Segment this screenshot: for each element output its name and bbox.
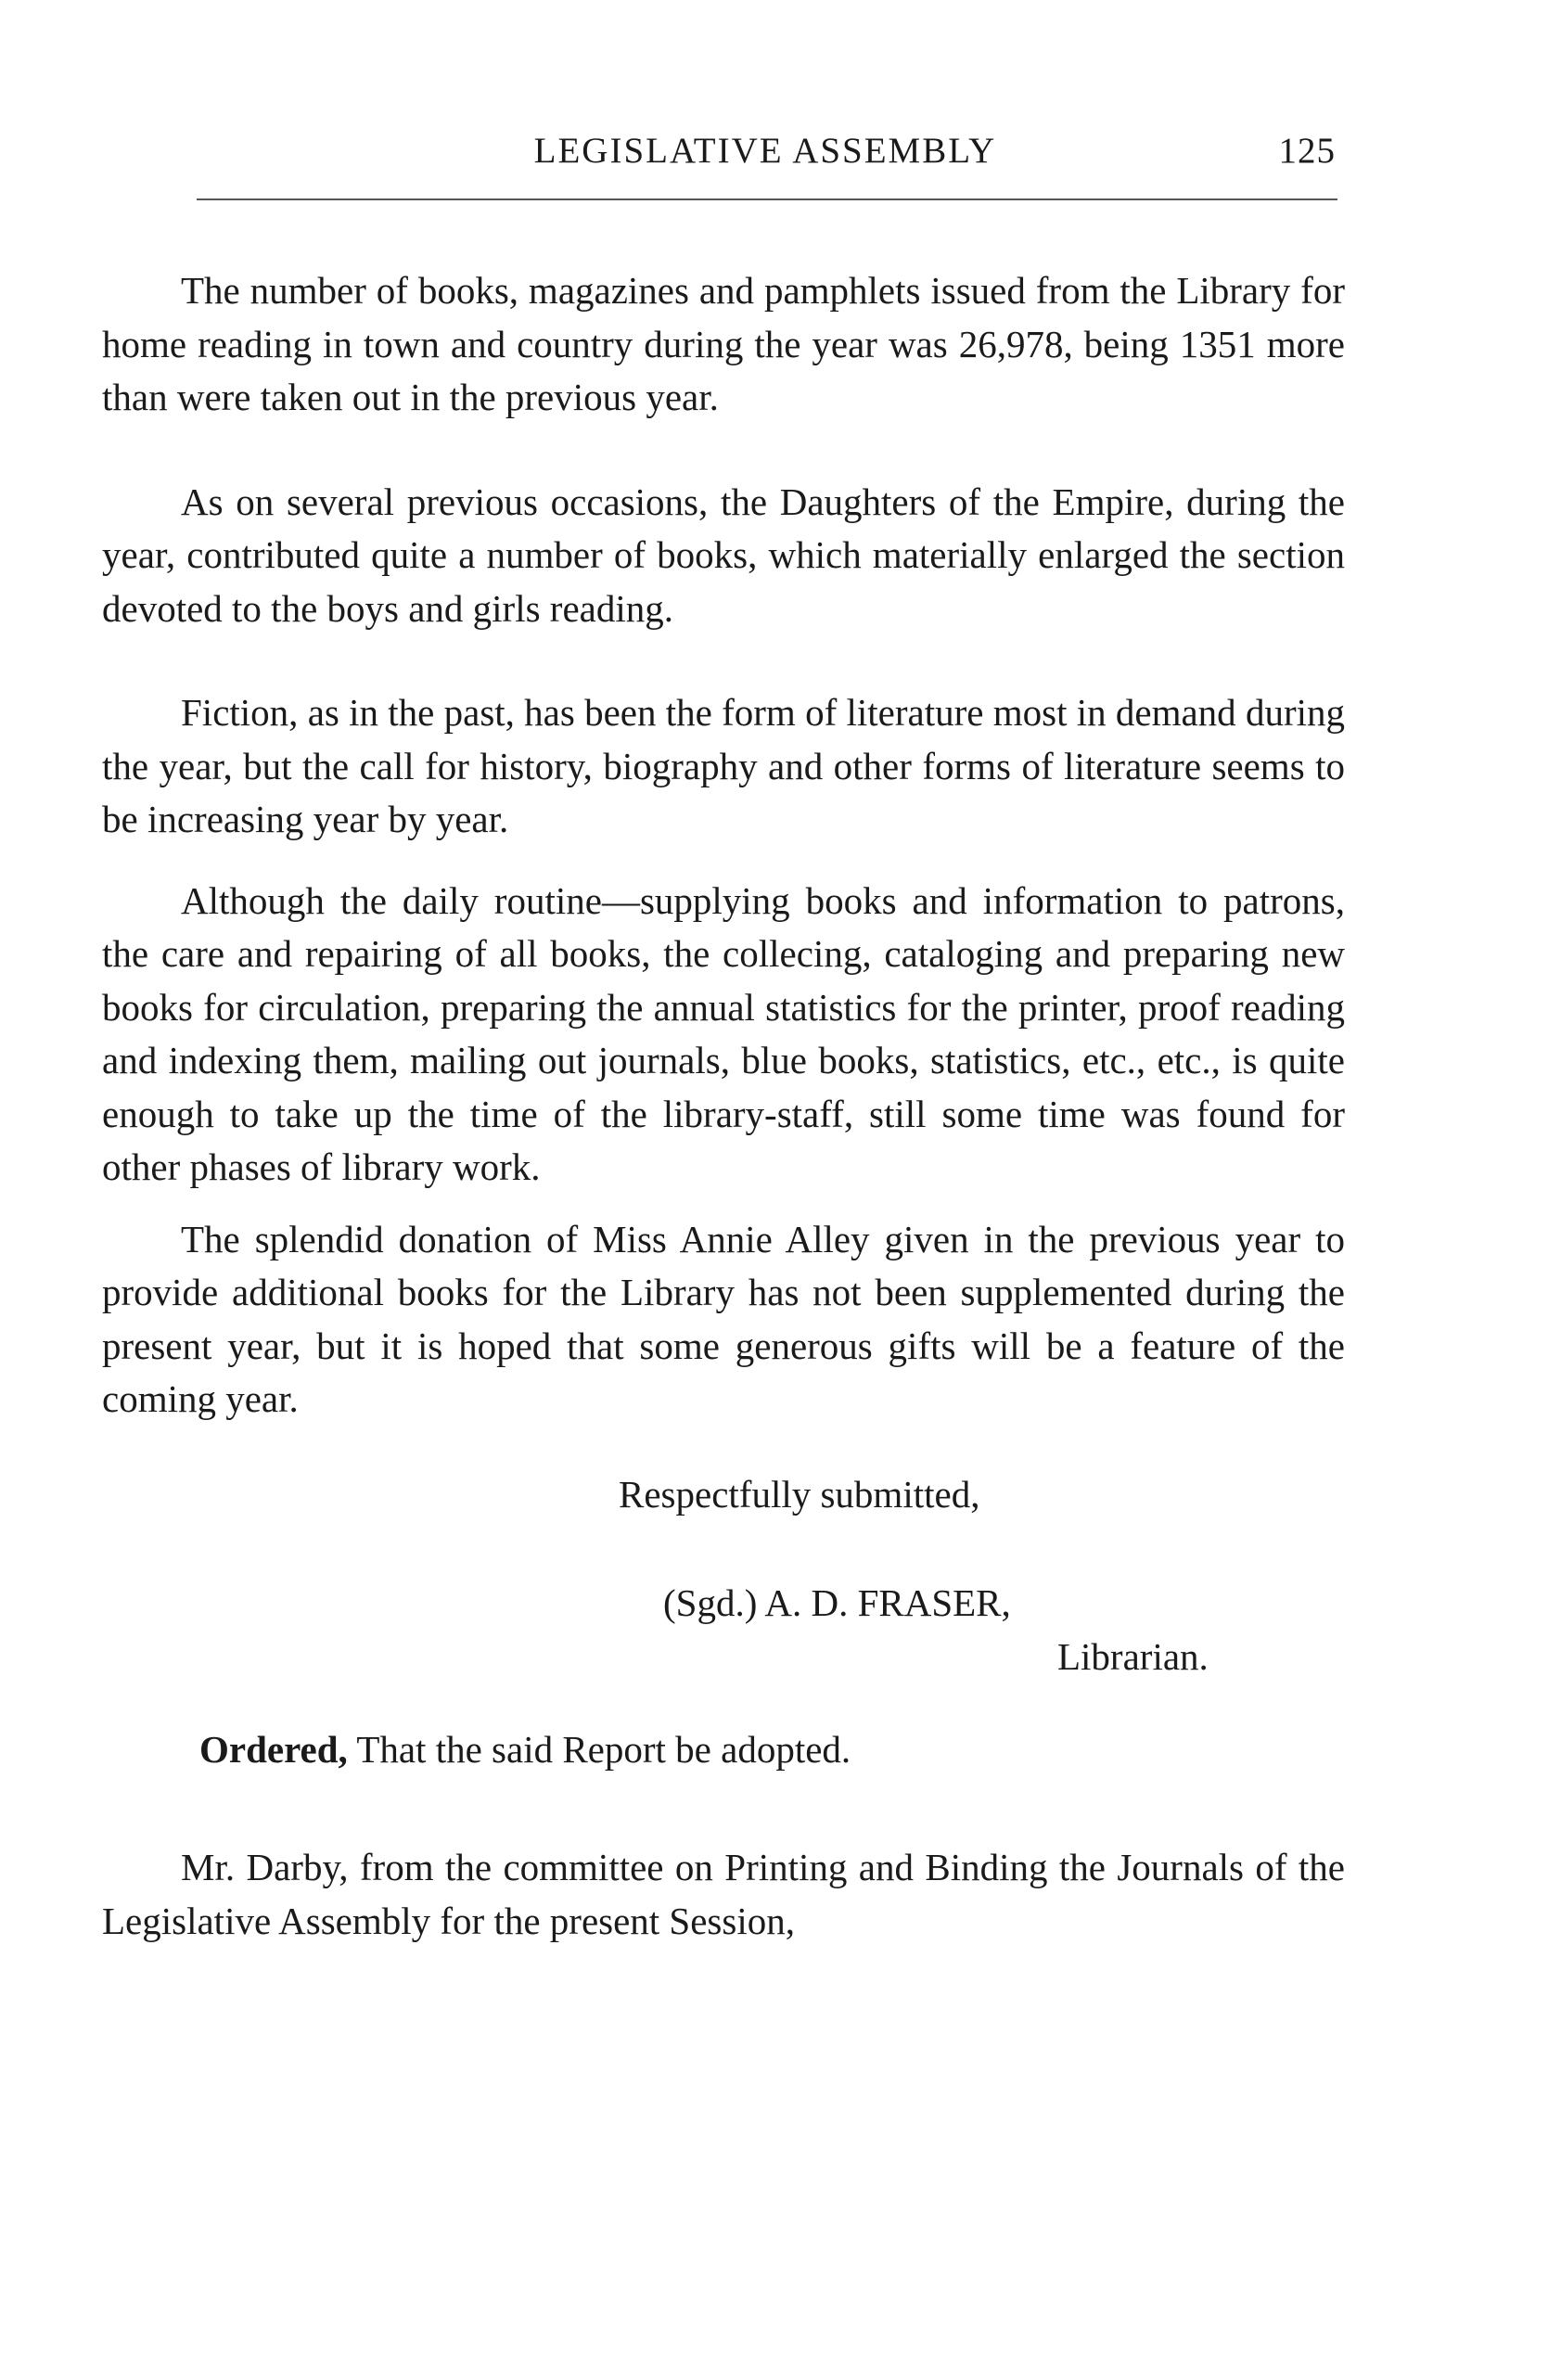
running-head: [195, 130, 1336, 186]
paragraph-circulation: The number of books, magazines and pamphlets issued from the Library for home reading in town and country during the year was 26,978, being 1351 more than were taken out in the previous year.: [102, 269, 1345, 418]
header-rule: [197, 198, 1337, 200]
paragraph-daughters-of-empire: As on several previous occasions, the Daughters of the Empire, during the year, contributed quite a number of books, which materially enlarged the section devoted to the boys and girls reading.: [102, 480, 1345, 630]
closing-respectfully: Respectfully submitted,: [619, 1472, 980, 1516]
body-text: [102, 264, 1345, 1948]
closing-block: [102, 1468, 1345, 1723]
paragraph-donation: The splendid donation of Miss Annie Alley given in the previous year to provide additional books for the Library has not been supplemented during the present year, but it is hoped that some generous gifts will be a feature of the coming year.: [102, 1217, 1345, 1420]
closing-signature: (Sgd.) A. D. FRASER,: [663, 1580, 1011, 1624]
ordered-line: [102, 1723, 1345, 1777]
page-number: 125: [1278, 131, 1336, 171]
ordered-text: That the said Report be adopted.: [356, 1727, 851, 1771]
paragraph-daily-routine: Although the daily routine—supplying books and information to patrons, the care and repairing of all books, the collecing, cataloging and preparing new books for circulation, preparing the annual statistics for the printer, proof reading and indexing them, mailing out journals, blue books, statistics, etc., etc., is quite enough to take up the time of the library-staff, still some time was found for other phases of library work.: [102, 878, 1345, 1188]
running-title: LEGISLATIVE ASSEMBLY: [533, 131, 997, 171]
paragraph-committee-report: Mr. Darby, from the committee on Printing and Binding the Journals of the Legislative Assembly for the present Session,: [102, 1846, 1345, 1942]
paragraph-fiction-demand: Fiction, as in the past, has been the form of literature most in demand during the year, but the call for history, biography and other forms of literature seems to be increasing year by year.: [102, 691, 1345, 840]
ordered-label: Ordered,: [199, 1727, 348, 1771]
closing-title: Librarian.: [1057, 1634, 1209, 1678]
